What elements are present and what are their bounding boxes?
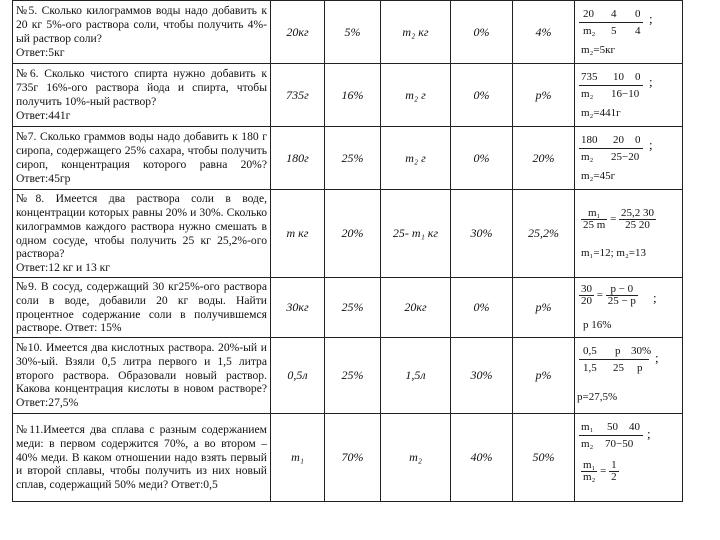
cell-conc-result: p% — [513, 278, 575, 338]
cell-conc-1: 25% — [325, 127, 381, 190]
sol-value: m₂ — [581, 88, 594, 100]
cell-mass-1: 0,5л — [271, 338, 325, 414]
cell-mass-2: m₂ кг — [381, 1, 451, 64]
sol-value: p — [637, 362, 643, 374]
cell-mass-1: 735г — [271, 64, 325, 127]
sol-value: m₁ — [581, 421, 594, 433]
answer-text: Ответ:441г — [16, 108, 71, 122]
solution-cell: 180 20 0 m₂ 25−20 ; m₂=45г — [575, 127, 683, 190]
cell-conc-result: 20% — [513, 127, 575, 190]
cell-conc-1: 16% — [325, 64, 381, 127]
cell-conc-1: 5% — [325, 1, 381, 64]
sol-value: 25 — [613, 362, 624, 374]
solution-cell: 0,5 p 30% 1,5 25 p ; p=27,5% — [575, 338, 683, 414]
cell-conc-1: 20% — [325, 190, 381, 278]
sol-fraction: $\frac{\text{m₁}}{25 m}$ = $\frac{25,2 30}{25 20}$ — [583, 207, 655, 231]
cell-conc-2: 30% — [451, 190, 513, 278]
table-row — [13, 1, 683, 64]
table-row — [13, 64, 683, 127]
sol-value: 50 — [607, 421, 618, 433]
sol-value: 70−50 — [605, 438, 634, 450]
cell-conc-result: 50% — [513, 414, 575, 502]
sol-result: m₂=45г — [581, 170, 616, 182]
problem-text: №11.Имеется два сплава с разным содержанием меди: в первом содержится 70%, а во втором – 40% меди. В каком отношении надо взять первый и второй сплавы, чтобы получить из них новый сплав, содержащий 50% меди? Ответ:0,5 — [13, 414, 271, 502]
sol-result: p=27,5% — [577, 391, 618, 403]
sol-value: m₂ — [581, 151, 594, 163]
sol-result: m₂=5кг — [581, 44, 615, 56]
sol-value: 20 — [583, 8, 594, 20]
solution-cell: 20 4 0 m₂ 5 4 ; m₂=5кг — [575, 1, 683, 64]
sol-value: 735 — [581, 71, 598, 83]
sol-value: 25−20 — [611, 151, 640, 163]
sol-value: 16−10 — [611, 88, 640, 100]
sol-value: 1,5 — [583, 362, 597, 374]
sol-value: 0 — [635, 71, 641, 83]
cell-mass-2: 20кг — [381, 278, 451, 338]
sol-value: 10 — [613, 71, 624, 83]
cell-conc-result: 25,2% — [513, 190, 575, 278]
cell-conc-2: 40% — [451, 414, 513, 502]
sol-value: 40 — [629, 421, 640, 433]
sol-result: m₁=12; m₂=13 — [581, 247, 646, 259]
sol-value: 30% — [631, 345, 652, 357]
sol-value: 4 — [611, 8, 617, 20]
answer-text: Ответ:12 кг и 13 кг — [16, 261, 111, 275]
cell-conc-2: 0% — [451, 127, 513, 190]
sol-value: 5 — [611, 25, 617, 37]
table-row — [13, 278, 683, 338]
solution-cell — [575, 190, 683, 278]
sol-value: 20 — [613, 134, 624, 146]
problems-table — [12, 0, 683, 502]
sol-value: 0 — [635, 8, 641, 20]
sol-ratio: $\frac{\text{m₁}}{\text{m₂}}$ = $\frac{1}{2}$ — [583, 459, 617, 483]
cell-mass-2: 1,5л — [381, 338, 451, 414]
sol-fraction: $\frac{30}{20}$ = $\frac{p - 0}{25 - p}$ — [581, 283, 636, 307]
answer-text: Ответ:5кг — [16, 45, 65, 59]
cell-conc-1: 25% — [325, 278, 381, 338]
cell-mass-1: 30кг — [271, 278, 325, 338]
problem-text: №8. Имеется два раствора соли в воде, концентрации которых равны 20% и 30%. Сколько килограммов каждого раствора нужно смешать в одном сосуде, чтобы получить 25 кг 25,2%-ого раствора? Ответ:12 кг и 13 кг — [13, 190, 271, 278]
answer-text: Ответ:0,5 — [171, 478, 218, 492]
cell-mass-1: m₁ — [271, 414, 325, 502]
sol-result: p 16% — [583, 319, 612, 331]
cell-mass-1: 20кг — [271, 1, 325, 64]
sol-value: 180 — [581, 134, 598, 146]
table-row — [13, 414, 683, 502]
problem-text: №7. Сколько граммов воды надо добавить к 180 г сиропа, содержащего 25% сахара, чтобы получить сироп, концентрация которого равна 20%? Ответ:45гр — [13, 127, 271, 190]
sol-value: 0,5 — [583, 345, 597, 357]
cell-mass-2: m₂ г — [381, 127, 451, 190]
cell-mass-2: 25- m₁ кг — [381, 190, 451, 278]
sol-value: m₂ — [583, 25, 596, 37]
answer-text: Ответ: 15% — [65, 321, 122, 335]
cell-conc-2: 0% — [451, 278, 513, 338]
solution-cell: m₁ 50 40 m₂ 70−50 ; $\frac{\text{m₁}}{\text{m₂}}$ = $\frac{1}{2}$ — [575, 414, 683, 502]
cell-conc-2: 30% — [451, 338, 513, 414]
sol-value: 4 — [635, 25, 641, 37]
cell-conc-2: 0% — [451, 1, 513, 64]
cell-conc-2: 0% — [451, 64, 513, 127]
table-row — [13, 127, 683, 190]
cell-mass-1: m кг — [271, 190, 325, 278]
cell-conc-result: p% — [513, 338, 575, 414]
problem-text: №6. Сколько чистого спирта нужно добавить к 735г 16%-ого раствора йода и спирта, чтобы получить 10%-ный раствор? Ответ:441г — [13, 64, 271, 127]
sol-result: m₂=441г — [581, 107, 621, 119]
cell-mass-1: 180г — [271, 127, 325, 190]
sol-value: p — [615, 345, 621, 357]
answer-text: Ответ:45гр — [16, 171, 71, 185]
problem-text: №5. Сколько килограммов воды надо добавить к 20 кг 5%-ого раствора соли, чтобы получить 4%-ый раствор соли? Ответ:5кг — [13, 1, 271, 64]
problem-text: №10. Имеется два кислотных раствора. 20%-ый и 30%-ый. Взяли 0,5 литра первого и 1,5 литра второго раствора. Образовали новый раствор. Какова концентрация кислоты в новом растворе? Ответ:27,5% — [13, 338, 271, 414]
problem-text: №9. В сосуд, содержащий 30 кг25%-ого раствора соли в воде, добавили 20 кг воды. Найти процентное содержание соли в получившемся растворе. Ответ: 15% — [13, 278, 271, 338]
cell-mass-2: m₂ г — [381, 64, 451, 127]
sol-value: m₂ — [581, 438, 594, 450]
answer-text: Ответ:27,5% — [16, 396, 79, 410]
cell-mass-2: m₂ — [381, 414, 451, 502]
table-row — [13, 338, 683, 414]
table-row — [13, 190, 683, 278]
solution-cell: 735 10 0 m₂ 16−10 ; m₂=441г — [575, 64, 683, 127]
cell-conc-result: p% — [513, 64, 575, 127]
sol-value: 0 — [635, 134, 641, 146]
solution-cell: $\frac{30}{20}$ = $\frac{p - 0}{25 - p}$ ; p 16% — [575, 278, 683, 338]
cell-conc-1: 25% — [325, 338, 381, 414]
cell-conc-result: 4% — [513, 1, 575, 64]
cell-conc-1: 70% — [325, 414, 381, 502]
